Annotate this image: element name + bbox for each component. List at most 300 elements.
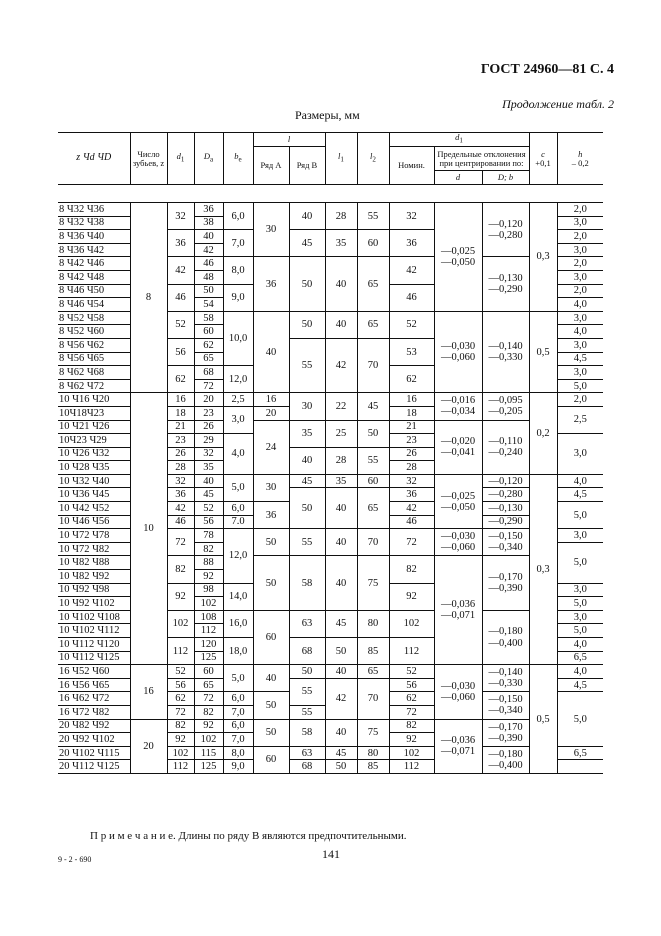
designation-cell: 8 Ч62 Ч68 xyxy=(58,366,130,380)
table-row xyxy=(58,665,603,679)
value-cell: 58 xyxy=(289,719,325,746)
h-cell: 4,5 xyxy=(557,352,603,366)
value-cell: 23 xyxy=(167,434,194,448)
value-cell: —0,170 —0,390 xyxy=(482,719,529,746)
value-cell: —0,095 —0,205 xyxy=(482,393,529,420)
h-cell: 4,0 xyxy=(557,474,603,488)
designation-cell: 8 Ч36 Ч40 xyxy=(58,230,130,244)
value-cell: —0,020 —0,041 xyxy=(434,420,482,474)
col-l: l xyxy=(253,133,325,147)
da-cell: 45 xyxy=(194,488,223,502)
designation-cell: 10 Ч92 Ч98 xyxy=(58,583,130,597)
col-row-a: Ряд А xyxy=(253,147,289,185)
value-cell: 36 xyxy=(167,230,194,257)
h-cell: 6,5 xyxy=(557,651,603,665)
value-cell: 82 xyxy=(167,556,194,583)
value-cell: 40 xyxy=(325,257,357,311)
table-note: П р и м е ч а н и е. Длины по ряду В являются предпочтительными. xyxy=(90,830,407,842)
designation-cell: 8 Ч36 Ч42 xyxy=(58,243,130,257)
designation-cell: 16 Ч52 Ч60 xyxy=(58,665,130,679)
value-cell: —0,130 xyxy=(482,502,529,516)
h-cell: 3,0 xyxy=(557,434,603,475)
value-cell: 40 xyxy=(253,311,289,393)
da-cell: 52 xyxy=(194,502,223,516)
designation-cell: 10Ч18Ч23 xyxy=(58,406,130,420)
page-number: 141 xyxy=(322,847,340,861)
value-cell: 40 xyxy=(289,203,325,230)
value-cell: 46 xyxy=(389,284,434,311)
value-cell: —0,030 —0,060 xyxy=(434,665,482,719)
value-cell: 14,0 xyxy=(223,583,253,610)
value-cell: 26 xyxy=(389,447,434,461)
da-cell: 50 xyxy=(194,284,223,298)
value-cell: 46 xyxy=(167,515,194,529)
value-cell: 21 xyxy=(167,420,194,434)
value-cell: —0,025 —0,050 xyxy=(434,203,482,312)
value-cell: 7,0 xyxy=(223,733,253,747)
value-cell: 0,2 xyxy=(529,393,557,475)
value-cell: 46 xyxy=(389,515,434,529)
value-cell: —0,280 xyxy=(482,488,529,502)
h-cell: 4,0 xyxy=(557,638,603,652)
value-cell: 63 xyxy=(289,746,325,760)
col-l1: $l_1$ xyxy=(325,133,357,185)
value-cell: 16 xyxy=(167,393,194,407)
designation-cell: 8 Ч46 Ч54 xyxy=(58,298,130,312)
col-l2: $l_2$ xyxy=(357,133,389,185)
h-cell: 3,0 xyxy=(557,270,603,284)
designation-cell: 8 Ч56 Ч62 xyxy=(58,338,130,352)
value-cell: 45 xyxy=(289,474,325,488)
value-cell: —0,140 —0,330 xyxy=(482,311,529,393)
value-cell: 45 xyxy=(289,230,325,257)
value-cell: 85 xyxy=(357,638,389,665)
value-cell: 50 xyxy=(253,692,289,719)
col-row-b: Ряд В xyxy=(289,147,325,185)
value-cell: —0,130 —0,290 xyxy=(482,257,529,311)
h-cell: 2,0 xyxy=(557,230,603,244)
value-cell: 28 xyxy=(325,447,357,474)
value-cell: 32 xyxy=(167,474,194,488)
value-cell: —0,290 xyxy=(482,515,529,529)
col-be: $b_e$ xyxy=(223,133,253,185)
value-cell: 50 xyxy=(253,556,289,610)
document-header: ГОСТ 24960—81 С. 4 xyxy=(480,62,614,77)
value-cell: 0,5 xyxy=(529,311,557,393)
da-cell: 23 xyxy=(194,406,223,420)
value-cell: 42 xyxy=(389,257,434,284)
da-cell: 36 xyxy=(194,203,223,217)
value-cell: 5,0 xyxy=(223,665,253,692)
h-cell: 3,0 xyxy=(557,610,603,624)
value-cell: 56 xyxy=(167,338,194,365)
value-cell: 50 xyxy=(357,420,389,447)
h-cell: 3,0 xyxy=(557,583,603,597)
da-cell: 54 xyxy=(194,298,223,312)
value-cell: 40 xyxy=(253,665,289,692)
value-cell: 30 xyxy=(253,203,289,257)
table-body xyxy=(58,203,603,774)
h-cell: 4,0 xyxy=(557,325,603,339)
value-cell: 40 xyxy=(325,488,357,529)
table-row xyxy=(58,203,603,217)
designation-cell: 10 Ч82 Ч92 xyxy=(58,570,130,584)
h-cell: 4,0 xyxy=(557,298,603,312)
da-cell: 48 xyxy=(194,270,223,284)
da-cell: 40 xyxy=(194,474,223,488)
value-cell: —0,030 —0,060 xyxy=(434,311,482,393)
value-cell: 85 xyxy=(357,760,389,774)
da-cell: 82 xyxy=(194,705,223,719)
value-cell: 75 xyxy=(357,719,389,746)
value-cell: 18,0 xyxy=(223,638,253,665)
value-cell: 72 xyxy=(167,529,194,556)
value-cell: 32 xyxy=(167,203,194,230)
value-cell: 82 xyxy=(167,719,194,733)
da-cell: 60 xyxy=(194,325,223,339)
da-cell: 65 xyxy=(194,352,223,366)
value-cell: 92 xyxy=(167,583,194,610)
da-cell: 88 xyxy=(194,556,223,570)
designation-cell: 10 Ч112 Ч120 xyxy=(58,638,130,652)
h-cell: 4,5 xyxy=(557,488,603,502)
value-cell: 80 xyxy=(357,746,389,760)
value-cell: 20 xyxy=(253,406,289,420)
value-cell: 0,3 xyxy=(529,474,557,664)
value-cell: 28 xyxy=(325,203,357,230)
h-cell: 2,0 xyxy=(557,203,603,217)
da-cell: 26 xyxy=(194,420,223,434)
value-cell: 4,0 xyxy=(223,434,253,475)
value-cell: 102 xyxy=(167,746,194,760)
da-cell: 112 xyxy=(194,624,223,638)
designation-cell: 8 Ч46 Ч50 xyxy=(58,284,130,298)
col-d1: $d_1$ xyxy=(167,133,194,185)
col-nominal: Номин. xyxy=(389,147,434,185)
da-cell: 60 xyxy=(194,665,223,679)
value-cell: 62 xyxy=(389,366,434,393)
value-cell: 5,0 xyxy=(223,474,253,501)
value-cell: —0,180 —0,400 xyxy=(482,746,529,773)
value-cell: 40 xyxy=(325,311,357,338)
value-cell: 56 xyxy=(389,678,434,692)
value-cell: —0,030 —0,060 xyxy=(434,529,482,556)
designation-cell: 10 Ч16 Ч20 xyxy=(58,393,130,407)
value-cell: 35 xyxy=(325,230,357,257)
value-cell: 35 xyxy=(325,474,357,488)
value-cell: 60 xyxy=(253,610,289,664)
value-cell: 62 xyxy=(389,692,434,706)
value-cell: 56 xyxy=(167,678,194,692)
value-cell: 42 xyxy=(167,502,194,516)
da-cell: 82 xyxy=(194,542,223,556)
value-cell: 42 xyxy=(389,502,434,516)
value-cell: 60 xyxy=(357,230,389,257)
designation-cell: 8 Ч52 Ч60 xyxy=(58,325,130,339)
da-cell: 35 xyxy=(194,461,223,475)
h-cell: 5,0 xyxy=(557,542,603,583)
table-row xyxy=(58,719,603,733)
h-cell: 3,0 xyxy=(557,338,603,352)
value-cell: —0,150 —0,340 xyxy=(482,529,529,556)
da-cell: 120 xyxy=(194,638,223,652)
h-cell: 5,0 xyxy=(557,624,603,638)
h-cell: 3,0 xyxy=(557,366,603,380)
designation-cell: 10Ч23 Ч29 xyxy=(58,434,130,448)
value-cell: 50 xyxy=(325,638,357,665)
value-cell: 22 xyxy=(325,393,357,420)
value-cell: 55 xyxy=(289,705,325,719)
value-cell: 65 xyxy=(357,665,389,679)
value-cell: —0,180 —0,400 xyxy=(482,610,529,664)
designation-cell: 8 Ч42 Ч48 xyxy=(58,270,130,284)
value-cell: 72 xyxy=(389,705,434,719)
da-cell: 68 xyxy=(194,366,223,380)
h-cell: 4,5 xyxy=(557,678,603,692)
designation-cell: 20 Ч102 Ч115 xyxy=(58,746,130,760)
designation-cell: 8 Ч52 Ч58 xyxy=(58,311,130,325)
value-cell: 65 xyxy=(357,488,389,529)
value-cell: 102 xyxy=(389,746,434,760)
value-cell: 92 xyxy=(167,733,194,747)
designation-cell: 10 Ч42 Ч52 xyxy=(58,502,130,516)
value-cell: —0,036 —0,071 xyxy=(434,556,482,665)
designation-cell: 20 Ч112 Ч125 xyxy=(58,760,130,774)
value-cell: —0,036 —0,071 xyxy=(434,719,482,773)
value-cell: 18 xyxy=(167,406,194,420)
value-cell: 16,0 xyxy=(223,610,253,637)
value-cell: 24 xyxy=(253,420,289,474)
value-cell: 10 xyxy=(130,393,167,665)
value-cell: 6,0 xyxy=(223,719,253,733)
value-cell: 40 xyxy=(325,529,357,556)
value-cell: 8,0 xyxy=(223,257,253,284)
value-cell: 2,5 xyxy=(223,393,253,407)
value-cell: —0,120 —0,280 xyxy=(482,203,529,257)
designation-cell: 10 Ч72 Ч78 xyxy=(58,529,130,543)
h-cell: 6,5 xyxy=(557,746,603,760)
value-cell: 23 xyxy=(389,434,434,448)
value-cell: 30 xyxy=(289,393,325,420)
designation-cell: 20 Ч92 Ч102 xyxy=(58,733,130,747)
value-cell: 70 xyxy=(357,338,389,392)
h-cell: 3,0 xyxy=(557,216,603,230)
value-cell: 82 xyxy=(389,556,434,583)
value-cell: 40 xyxy=(325,665,357,679)
value-cell: 36 xyxy=(389,230,434,257)
value-cell: 28 xyxy=(167,461,194,475)
value-cell: 8,0 xyxy=(223,746,253,760)
value-cell: 10,0 xyxy=(223,311,253,365)
value-cell: 36 xyxy=(253,257,289,311)
value-cell: 16 xyxy=(253,393,289,407)
value-cell: 92 xyxy=(389,583,434,610)
value-cell: 18 xyxy=(389,406,434,420)
designation-cell: 10 Ч32 Ч40 xyxy=(58,474,130,488)
value-cell: 70 xyxy=(357,529,389,556)
col-h: h – 0,2 xyxy=(557,133,603,185)
value-cell: 52 xyxy=(167,311,194,338)
designation-cell: 10 Ч102 Ч108 xyxy=(58,610,130,624)
value-cell: 0,5 xyxy=(529,665,557,774)
da-cell: 29 xyxy=(194,434,223,448)
da-cell: 102 xyxy=(194,597,223,611)
da-cell: 115 xyxy=(194,746,223,760)
designation-cell: 16 Ч62 Ч72 xyxy=(58,692,130,706)
value-cell: 112 xyxy=(389,638,434,665)
designation-cell: 8 Ч56 Ч65 xyxy=(58,352,130,366)
value-cell: 16 xyxy=(389,393,434,407)
value-cell: 102 xyxy=(389,610,434,637)
value-cell: 112 xyxy=(167,760,194,774)
designation-cell: 10 Ч21 Ч26 xyxy=(58,420,130,434)
value-cell: 9,0 xyxy=(223,284,253,311)
designation-cell: 16 Ч72 Ч82 xyxy=(58,705,130,719)
value-cell: 8 xyxy=(130,203,167,393)
value-cell: 42 xyxy=(325,678,357,719)
da-cell: 40 xyxy=(194,230,223,244)
da-cell: 92 xyxy=(194,570,223,584)
value-cell: 42 xyxy=(167,257,194,284)
value-cell: —0,110 —0,240 xyxy=(482,420,529,474)
value-cell: —0,025 —0,050 xyxy=(434,474,482,528)
designation-cell: 8 Ч62 Ч72 xyxy=(58,379,130,393)
da-cell: 42 xyxy=(194,243,223,257)
da-cell: 58 xyxy=(194,311,223,325)
value-cell: 92 xyxy=(389,733,434,747)
value-cell: 70 xyxy=(357,678,389,719)
da-cell: 125 xyxy=(194,651,223,665)
value-cell: 42 xyxy=(325,338,357,392)
da-cell: 62 xyxy=(194,338,223,352)
value-cell: 60 xyxy=(357,474,389,488)
value-cell: 6,0 xyxy=(223,502,253,516)
value-cell: 72 xyxy=(167,705,194,719)
col-dev-Db: D; b xyxy=(482,171,529,185)
h-cell xyxy=(557,760,603,774)
col-teeth: Число зубьев, z xyxy=(130,133,167,185)
value-cell: 32 xyxy=(389,203,434,230)
da-cell: 46 xyxy=(194,257,223,271)
value-cell: 60 xyxy=(253,746,289,773)
value-cell: 52 xyxy=(389,665,434,679)
value-cell: —0,120 xyxy=(482,474,529,488)
value-cell: 26 xyxy=(167,447,194,461)
value-cell: 12,0 xyxy=(223,366,253,393)
table-continuation-label: Продолжение табл. 2 xyxy=(502,97,614,111)
dimensions-label: Размеры, мм xyxy=(295,108,360,122)
da-cell: 72 xyxy=(194,692,223,706)
value-cell: 58 xyxy=(289,556,325,610)
h-cell: 3,0 xyxy=(557,243,603,257)
col-c: c +0,1 xyxy=(529,133,557,185)
table-header xyxy=(58,133,603,203)
value-cell: 50 xyxy=(289,257,325,311)
h-cell: 5,0 xyxy=(557,502,603,529)
value-cell: 55 xyxy=(357,447,389,474)
value-cell: 55 xyxy=(289,678,325,705)
h-cell: 3,0 xyxy=(557,311,603,325)
h-cell: 4,0 xyxy=(557,665,603,679)
value-cell: 7,0 xyxy=(223,230,253,257)
designation-cell: 8 Ч42 Ч46 xyxy=(58,257,130,271)
da-cell: 32 xyxy=(194,447,223,461)
value-cell: 36 xyxy=(167,488,194,502)
da-cell: 98 xyxy=(194,583,223,597)
value-cell: 112 xyxy=(389,760,434,774)
header-spacer xyxy=(58,185,603,203)
value-cell: 75 xyxy=(357,556,389,610)
da-cell: 92 xyxy=(194,719,223,733)
value-cell: 63 xyxy=(289,610,325,637)
value-cell: 68 xyxy=(289,638,325,665)
designation-cell: 8 Ч32 Ч36 xyxy=(58,203,130,217)
value-cell: 40 xyxy=(325,719,357,746)
h-cell: 5,0 xyxy=(557,597,603,611)
value-cell: 53 xyxy=(389,338,434,365)
value-cell: 50 xyxy=(289,488,325,529)
col-dev-d: d xyxy=(434,171,482,185)
value-cell: 28 xyxy=(389,461,434,475)
da-cell: 102 xyxy=(194,733,223,747)
value-cell: 68 xyxy=(289,760,325,774)
designation-cell: 10 Ч36 Ч45 xyxy=(58,488,130,502)
value-cell: 0,3 xyxy=(529,203,557,312)
da-cell: 38 xyxy=(194,216,223,230)
col-designation: z Чd ЧD xyxy=(58,133,130,185)
value-cell: 9,0 xyxy=(223,760,253,774)
value-cell: 7.0 xyxy=(223,515,253,529)
designation-cell: 10 Ч82 Ч88 xyxy=(58,556,130,570)
designation-cell: 10 Ч112 Ч125 xyxy=(58,651,130,665)
designation-cell: 10 Ч92 Ч102 xyxy=(58,597,130,611)
value-cell: 65 xyxy=(357,257,389,311)
h-cell: 2,0 xyxy=(557,257,603,271)
table-row xyxy=(58,393,603,407)
value-cell: 50 xyxy=(289,665,325,679)
value-cell: 52 xyxy=(389,311,434,338)
value-cell: 50 xyxy=(289,311,325,338)
value-cell: 6,0 xyxy=(223,203,253,230)
designation-cell: 10 Ч102 Ч112 xyxy=(58,624,130,638)
h-cell: 2,5 xyxy=(557,406,603,433)
designation-cell: 10 Ч46 Ч56 xyxy=(58,515,130,529)
value-cell: 50 xyxy=(253,529,289,556)
value-cell: 80 xyxy=(357,610,389,637)
value-cell: 32 xyxy=(389,474,434,488)
value-cell: 62 xyxy=(167,692,194,706)
value-cell: 30 xyxy=(253,474,289,501)
designation-cell: 10 Ч28 Ч35 xyxy=(58,461,130,475)
value-cell: 55 xyxy=(289,338,325,392)
value-cell: 72 xyxy=(389,529,434,556)
value-cell: 36 xyxy=(253,502,289,529)
value-cell: 62 xyxy=(167,366,194,393)
designation-cell: 20 Ч82 Ч92 xyxy=(58,719,130,733)
col-d1-group: $d_1$ xyxy=(389,133,529,147)
h-cell: 2,0 xyxy=(557,393,603,407)
value-cell: —0,016 —0,034 xyxy=(434,393,482,420)
value-cell: 52 xyxy=(167,665,194,679)
spline-dimensions-table xyxy=(58,132,603,774)
da-cell: 125 xyxy=(194,760,223,774)
value-cell: —0,150 —0,340 xyxy=(482,692,529,719)
value-cell: 102 xyxy=(167,610,194,637)
print-code: 9 - 2 - 690 xyxy=(58,855,92,864)
value-cell: —0,140 —0,330 xyxy=(482,665,529,692)
da-cell: 108 xyxy=(194,610,223,624)
value-cell: 6,0 xyxy=(223,692,253,706)
